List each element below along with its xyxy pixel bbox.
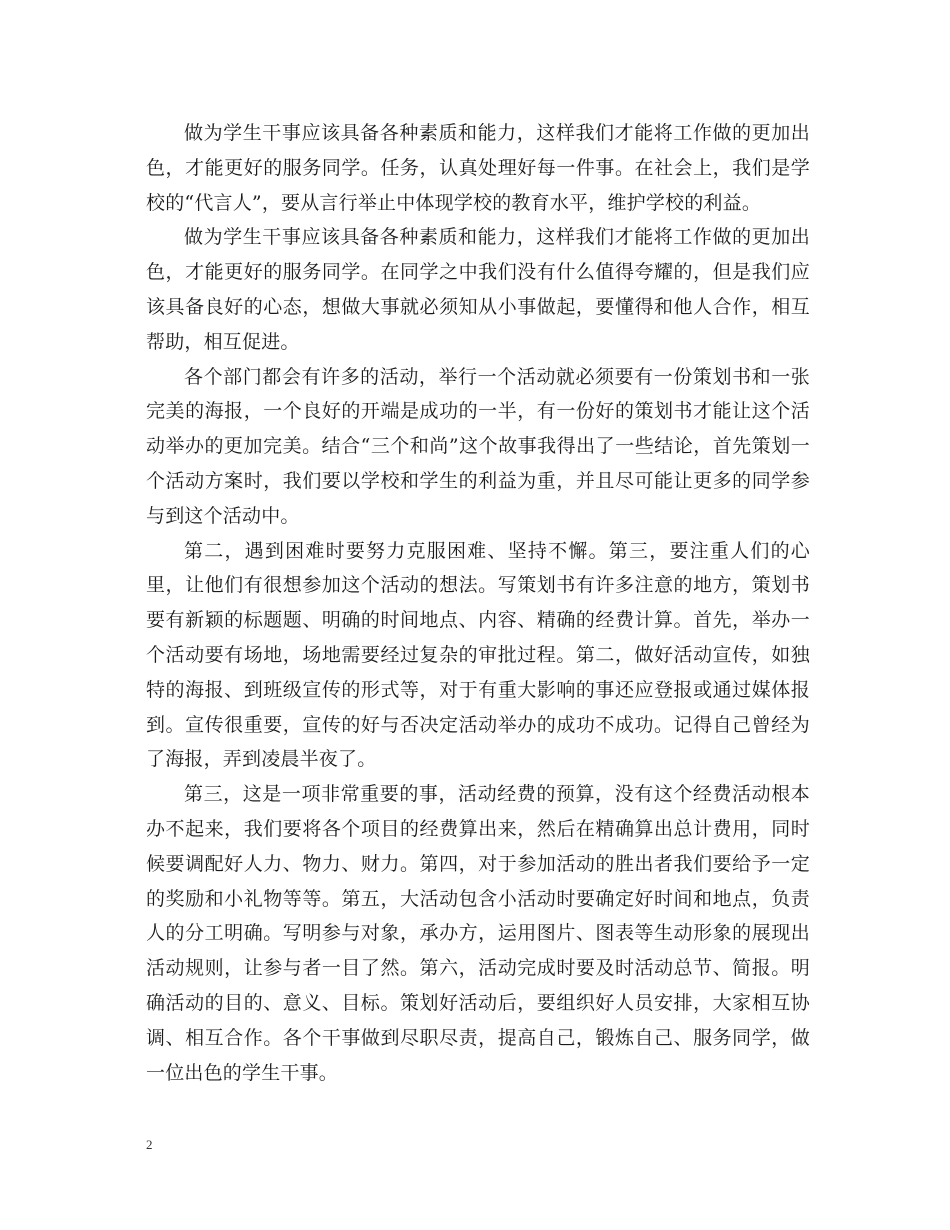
page-number: 2 xyxy=(146,1137,153,1152)
paragraph-3: 各个部门都会有许多的活动，举行一个活动就必须要有一份策划书和一张完美的海报，一个良好的开端是成功的一半，有一份好的策划书才能让这个活动举办的更加完美。结合“三个和尚”这个故事我得出了一些结论，首先策划一个活动方案时，我们要以学校和学生的利益为重，并且尽可能让更多的同学参与到这个活动中。 xyxy=(146,365,810,527)
paragraph-1: 做为学生干事应该具备各种素质和能力，这样我们才能将工作做的更加出色，才能更好的服务同学。任务，认真处理好每一件事。在社会上，我们是学校的“代言人”，要从言行举止中体现学校的教育水平，维护学校的利益。 xyxy=(146,122,810,214)
body-text xyxy=(146,116,810,1090)
paragraph-4: 第二，遇到困难时要努力克服困难、坚持不懈。第三，要注重人们的心里，让他们有很想参加这个活动的想法。写策划书有许多注意的地方，策划书要有新颖的标题题、明确的时间地点、内容、精确的经费计算。首先，举办一个活动要有场地，场地需要经过复杂的审批过程。第二，做好活动宣传，如独特的海报、到班级宣传的形式等，对于有重大影响的事还应登报或通过媒体报到。宣传很重要，宣传的好与否决定活动举办的成功不成功。记得自己曾经为了海报，弄到凌晨半夜了。 xyxy=(146,539,810,771)
paragraph-5: 第三，这是一项非常重要的事，活动经费的预算，没有这个经费活动根本办不起来，我们要将各个项目的经费算出来，然后在精确算出总计费用，同时候要调配好人力、物力、财力。第四，对于参加活动的胜出者我们要给予一定的奖励和小礼物等等。第五，大活动包含小活动时要确定好时间和地点，负责人的分工明确。写明参与对象，承办方，运用图片、图表等生动形象的展现出活动规则，让参与者一目了然。第六，活动完成时要及时活动总节、简报。明确活动的目的、意义、目标。策划好活动后，要组织好人员安排，大家相互协调、相互合作。各个干事做到尽职尽责，提高自己，锻炼自己、服务同学，做一位出色的学生干事。 xyxy=(146,783,810,1084)
paragraph-2: 做为学生干事应该具备各种素质和能力，这样我们才能将工作做的更加出色，才能更好的服务同学。在同学之中我们没有什么值得夸耀的，但是我们应该具备良好的心态，想做大事就必须知从小事做起，要懂得和他人合作，相互帮助，相互促进。 xyxy=(146,226,810,353)
